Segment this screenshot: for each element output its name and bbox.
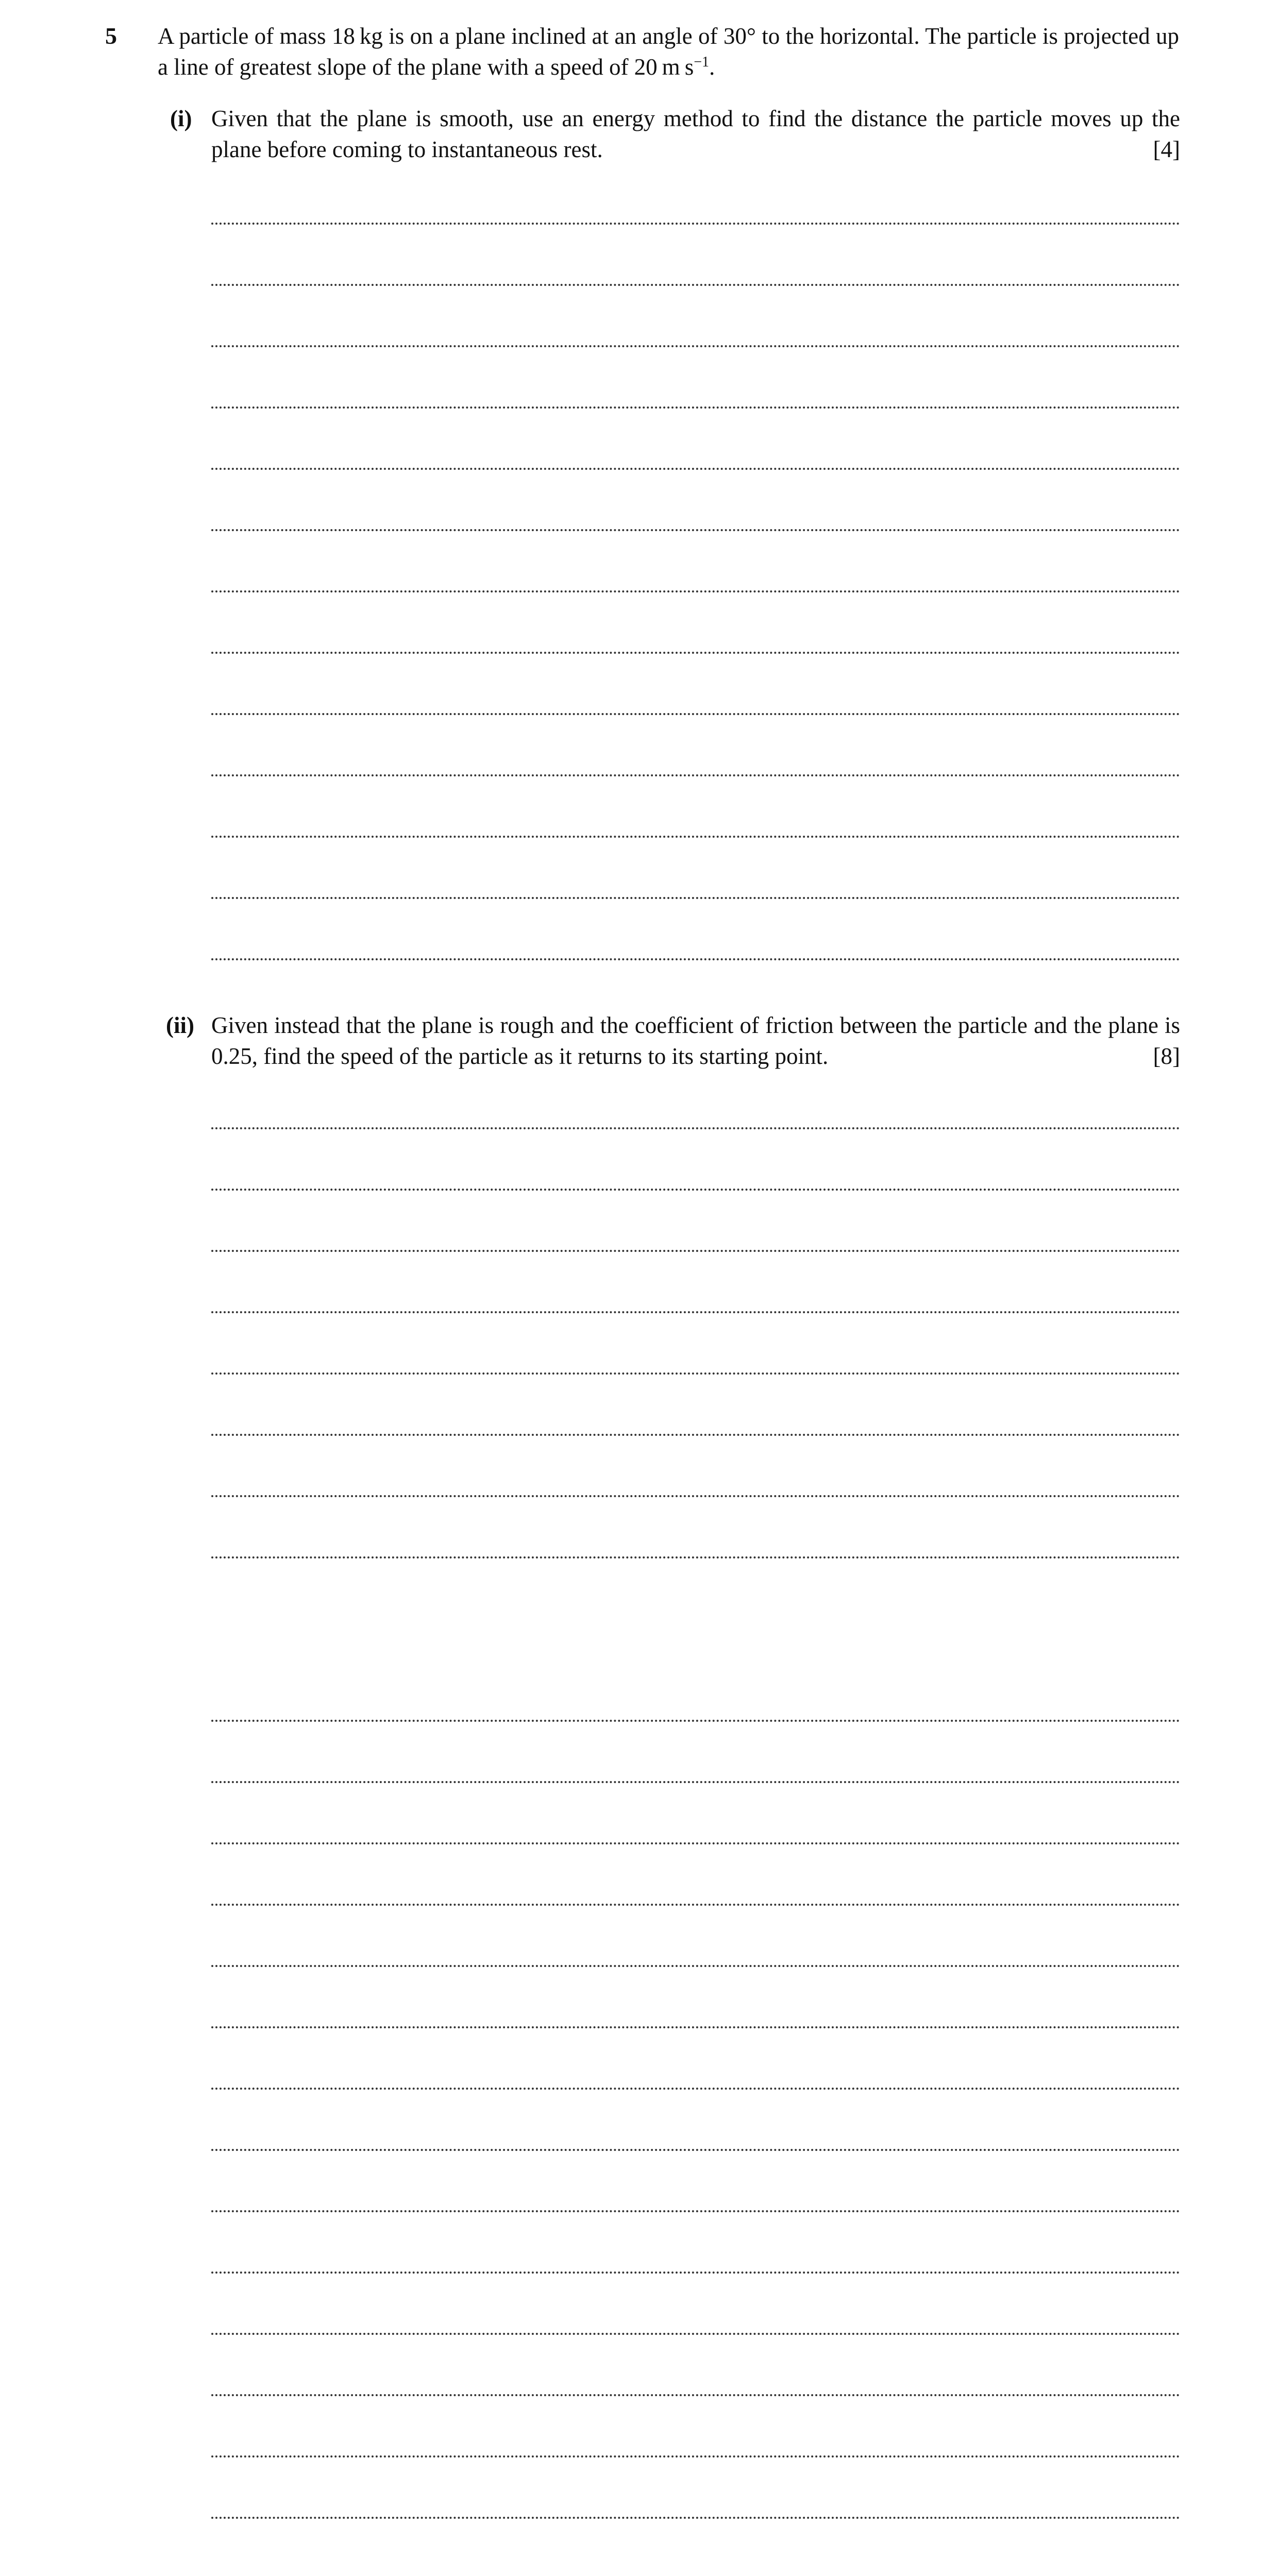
question-stem-end: . [709,54,715,80]
answer-line[interactable] [211,1556,1180,1558]
part-i-text: Given that the plane is smooth, use an energy method to find the distance the particle moves up the plane before coming to instantaneous rest. [211,106,1180,162]
answer-line[interactable] [211,958,1180,960]
answer-line[interactable] [211,1781,1180,1783]
question-stem-text: A particle of mass 18 kg is on a plane inclined at an angle of 30° to the horizontal. The particle is projected up a line of greatest slope of the plane with a speed of 20 m s [158,23,1179,80]
answer-line[interactable] [211,2026,1180,2028]
answer-line[interactable] [211,2455,1180,2458]
answer-line[interactable] [211,2517,1180,2519]
answer-line[interactable] [211,345,1180,347]
answer-line[interactable] [211,2394,1180,2396]
answer-line[interactable] [211,284,1180,286]
answer-line[interactable] [211,1720,1180,1722]
question-number: 5 [105,23,117,49]
answer-line[interactable] [211,1189,1180,1191]
answer-line[interactable] [211,836,1180,838]
answer-line[interactable] [211,1842,1180,1844]
answer-line[interactable] [211,1965,1180,1967]
answer-line[interactable] [211,406,1180,409]
answer-line[interactable] [211,1250,1180,1252]
answer-line[interactable] [211,223,1180,225]
answer-line[interactable] [211,1434,1180,1436]
answer-line[interactable] [211,652,1180,654]
answer-line[interactable] [211,2333,1180,2335]
part-ii-text: Given instead that the plane is rough and the coefficient of friction between the particle and the plane is 0.25, find the speed of the particle as it returns to its starting point. [211,1012,1180,1069]
answer-line[interactable] [211,2149,1180,2151]
question-stem [158,21,1179,82]
answer-line[interactable] [211,590,1180,592]
answer-line[interactable] [211,1372,1180,1375]
part-ii-label: (ii) [166,1012,194,1038]
answer-line[interactable] [211,1495,1180,1497]
answer-line[interactable] [211,529,1180,531]
answer-line[interactable] [211,897,1180,899]
answer-line[interactable] [211,2210,1180,2212]
answer-line[interactable] [211,713,1180,715]
part-ii-marks: [8] [1153,1043,1180,1069]
answer-line[interactable] [211,468,1180,470]
part-i-marks: [4] [1153,137,1180,162]
answer-line[interactable] [211,774,1180,776]
answer-line[interactable] [211,1311,1180,1313]
answer-line[interactable] [211,1127,1180,1129]
answer-line[interactable] [211,2272,1180,2274]
part-i-label: (i) [170,106,192,131]
answer-line[interactable] [211,2088,1180,2090]
unit-superscript: −1 [694,54,710,70]
answer-line[interactable] [211,1904,1180,1906]
